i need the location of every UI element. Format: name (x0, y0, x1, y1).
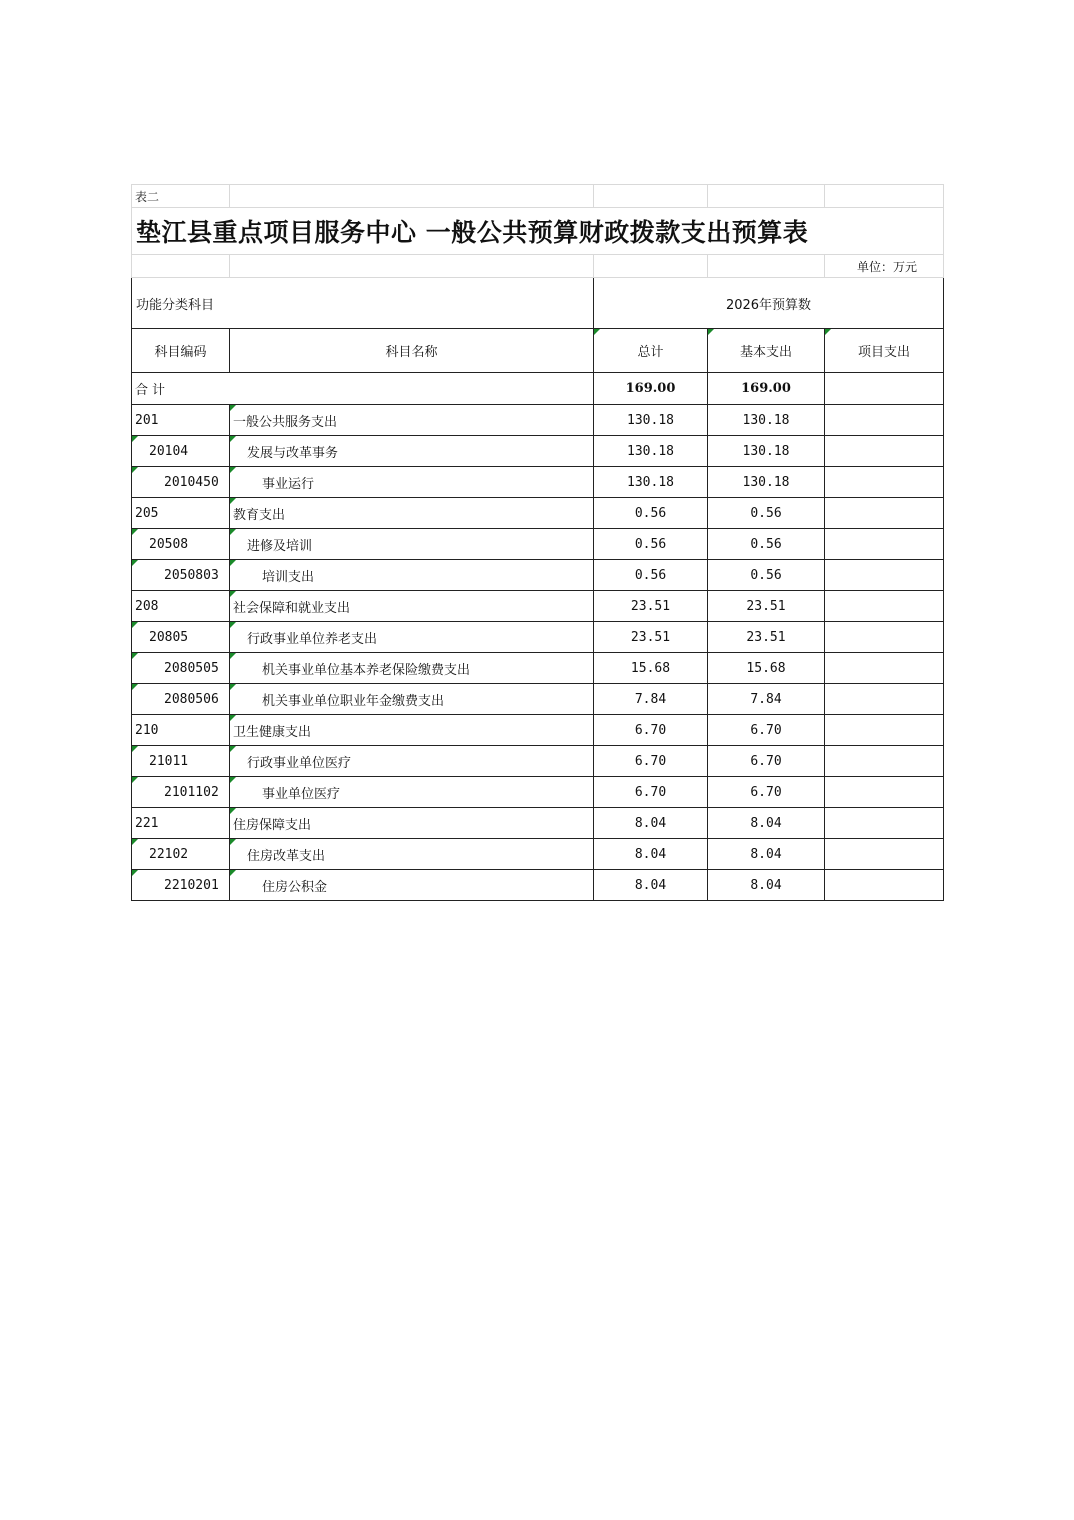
row-code: 2010450 (132, 467, 230, 498)
row-code: 20104 (132, 436, 230, 467)
row-project (825, 684, 944, 715)
row-project (825, 436, 944, 467)
row-code: 21011 (132, 746, 230, 777)
label-row (132, 185, 944, 208)
title-row (132, 208, 944, 255)
row-basic: 130.18 (708, 405, 825, 436)
table-row (132, 777, 944, 808)
row-name: 教育支出 (230, 498, 594, 529)
row-name: 行政事业单位医疗 (230, 746, 594, 777)
row-total: 8.04 (594, 870, 708, 901)
row-basic: 8.04 (708, 870, 825, 901)
table-row (132, 591, 944, 622)
row-total: 0.56 (594, 560, 708, 591)
row-basic: 23.51 (708, 591, 825, 622)
row-code: 2210201 (132, 870, 230, 901)
header-basic: 基本支出 (708, 329, 825, 373)
table-row (132, 839, 944, 870)
row-total: 6.70 (594, 777, 708, 808)
row-total: 6.70 (594, 715, 708, 746)
row-project (825, 498, 944, 529)
row-basic: 15.68 (708, 653, 825, 684)
header-budget-year: 2026年预算数 (594, 278, 944, 329)
budget-sheet (131, 184, 943, 901)
table-row (132, 684, 944, 715)
row-project (825, 870, 944, 901)
row-project (825, 715, 944, 746)
row-basic: 6.70 (708, 746, 825, 777)
row-basic: 130.18 (708, 436, 825, 467)
row-project (825, 746, 944, 777)
row-code: 20805 (132, 622, 230, 653)
row-code: 20508 (132, 529, 230, 560)
row-total: 6.70 (594, 746, 708, 777)
row-name: 机关事业单位职业年金缴费支出 (230, 684, 594, 715)
row-basic: 7.84 (708, 684, 825, 715)
page-title: 垫江县重点项目服务中心 一般公共预算财政拨款支出预算表 (132, 208, 944, 255)
table-row (132, 529, 944, 560)
row-project (825, 653, 944, 684)
table-row (132, 436, 944, 467)
table-row (132, 653, 944, 684)
row-total: 130.18 (594, 405, 708, 436)
row-name: 机关事业单位基本养老保险缴费支出 (230, 653, 594, 684)
header-code: 科目编码 (132, 329, 230, 373)
table-row (132, 560, 944, 591)
table-row (132, 467, 944, 498)
row-total: 8.04 (594, 808, 708, 839)
total-label: 合计 (132, 373, 594, 405)
row-name: 社会保障和就业支出 (230, 591, 594, 622)
row-name: 事业单位医疗 (230, 777, 594, 808)
row-code: 2080505 (132, 653, 230, 684)
row-name: 事业运行 (230, 467, 594, 498)
table-row (132, 498, 944, 529)
row-code: 205 (132, 498, 230, 529)
table-row (132, 870, 944, 901)
row-code: 221 (132, 808, 230, 839)
table-row (132, 715, 944, 746)
row-project (825, 591, 944, 622)
budget-table (131, 184, 944, 901)
row-basic: 8.04 (708, 839, 825, 870)
row-code: 2080506 (132, 684, 230, 715)
row-total: 23.51 (594, 622, 708, 653)
row-name: 住房改革支出 (230, 839, 594, 870)
row-basic: 6.70 (708, 777, 825, 808)
row-name: 住房公积金 (230, 870, 594, 901)
row-code: 201 (132, 405, 230, 436)
row-code: 2101102 (132, 777, 230, 808)
table-row (132, 808, 944, 839)
row-project (825, 467, 944, 498)
total-sum: 169.00 (594, 373, 708, 405)
row-total: 15.68 (594, 653, 708, 684)
total-basic: 169.00 (708, 373, 825, 405)
row-name: 发展与改革事务 (230, 436, 594, 467)
row-basic: 0.56 (708, 498, 825, 529)
row-total: 23.51 (594, 591, 708, 622)
table-row (132, 746, 944, 777)
row-basic: 8.04 (708, 808, 825, 839)
row-basic: 0.56 (708, 560, 825, 591)
row-total: 7.84 (594, 684, 708, 715)
table-row (132, 405, 944, 436)
total-row (132, 373, 944, 405)
table-label: 表二 (132, 185, 230, 208)
row-basic: 6.70 (708, 715, 825, 746)
row-project (825, 560, 944, 591)
row-total: 0.56 (594, 529, 708, 560)
row-name: 行政事业单位养老支出 (230, 622, 594, 653)
row-total: 130.18 (594, 436, 708, 467)
row-name: 卫生健康支出 (230, 715, 594, 746)
row-basic: 0.56 (708, 529, 825, 560)
row-code: 2050803 (132, 560, 230, 591)
header-row-group (132, 278, 944, 329)
row-name: 培训支出 (230, 560, 594, 591)
row-code: 22102 (132, 839, 230, 870)
header-name: 科目名称 (230, 329, 594, 373)
table-row (132, 622, 944, 653)
row-project (825, 529, 944, 560)
row-total: 0.56 (594, 498, 708, 529)
total-project (825, 373, 944, 405)
row-project (825, 808, 944, 839)
row-project (825, 839, 944, 870)
row-basic: 23.51 (708, 622, 825, 653)
row-project (825, 405, 944, 436)
row-total: 130.18 (594, 467, 708, 498)
row-name: 进修及培训 (230, 529, 594, 560)
header-project: 项目支出 (825, 329, 944, 373)
header-total: 总计 (594, 329, 708, 373)
row-basic: 130.18 (708, 467, 825, 498)
unit-label: 单位：万元 (825, 255, 944, 278)
header-row-columns (132, 329, 944, 373)
row-project (825, 622, 944, 653)
row-code: 210 (132, 715, 230, 746)
row-project (825, 777, 944, 808)
row-total: 8.04 (594, 839, 708, 870)
row-code: 208 (132, 591, 230, 622)
row-name: 一般公共服务支出 (230, 405, 594, 436)
header-functional-category: 功能分类科目 (132, 278, 594, 329)
row-name: 住房保障支出 (230, 808, 594, 839)
unit-row (132, 255, 944, 278)
